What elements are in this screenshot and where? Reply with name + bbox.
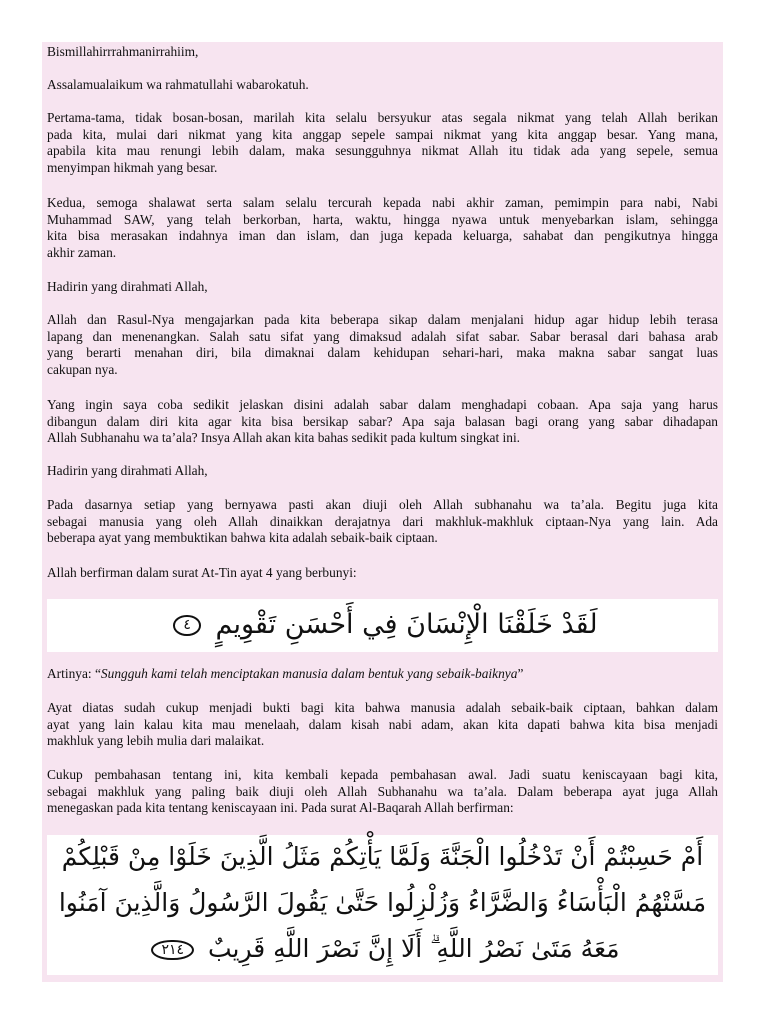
arabic-verse-line: مَسَّتْهُمُ الْبَأْسَاءُ وَالضَّرَّاءُ وَزُلْزِلُوا حَتَّىٰ يَقُولَ الرَّسُولُ وَالَّذِينَ آمَنُوا <box>58 888 707 917</box>
text-line: dibangun dalam diri kita agar kita bisa bersikap sabar? Apa saja balasan bagi orang yang sabar dihadapan <box>47 413 718 429</box>
translation-label: Artinya: “ <box>47 666 101 681</box>
hadirin-greeting: Hadirin yang dirahmati Allah, <box>47 279 208 294</box>
text-line: Allah dan Rasul-Nya mengajarkan pada kita beberapa sikap dalam menjalani hidup agar hidup lebih terasa <box>47 312 718 327</box>
paragraph-gratitude <box>47 110 718 176</box>
arabic-verse-line: أَمْ حَسِبْتُمْ أَنْ تَدْخُلُوا الْجَنَّةَ وَلَمَّا يَأْتِكُمْ مَثَلُ الَّذِينَ خَلَوْا مِنْ قَبْلِكُمْ <box>61 842 704 871</box>
paragraph-ujian <box>47 497 718 547</box>
quran-verse-at-tin <box>47 599 718 652</box>
text-line: pada kita, mulai dari nikmat yang kita anggap sepele sampai nikmat yang kita anggap besar. Yang mana, <box>47 126 718 142</box>
text-line: menegaskan pada kita tentang keniscayaan ini. Pada surat Al-Baqarah Allah berfirman: <box>47 800 514 815</box>
paragraph-shalawat <box>47 195 718 261</box>
hadirin-greeting: Hadirin yang dirahmati Allah, <box>47 463 208 478</box>
text-line: Ayat diatas sudah cukup menjadi bukti bagi kita bahwa manusia adalah sebaik-baik ciptaan, bahkan dalam <box>47 700 718 715</box>
paragraph-sabar <box>47 312 718 378</box>
ayah-number-marker: ٤ <box>173 615 201 636</box>
text-line: menyimpan hikmah yang besar. <box>47 159 218 175</box>
ayah-number-marker: ٢١٤ <box>151 940 194 961</box>
paragraph-keniscayaan <box>47 767 718 817</box>
text-line: makhluk yang lebih mulia dari malaikat. <box>47 733 265 748</box>
text-line: sebagai makhluk yang paling baik diuji oleh Allah Subhanahu wa ta’ala. Dalam beberapa ayat juga Allah <box>47 783 718 799</box>
translation-text: Sungguh kami telah menciptakan manusia dalam bentuk yang sebaik-baiknya <box>100 666 518 681</box>
text-line: apabila kita mau renungi lebih dalam, maka sesungguhnya nikmat Allah itu tidak ada yang sepele, semua <box>47 143 718 158</box>
arabic-text: مَعَهُ مَتَىٰ نَصْرُ اللَّهِ ۗ أَلَا إِنَّ نَصْرَ اللَّهِ قَرِيبٌ <box>207 934 620 963</box>
opening-greeting: Bismillahirrrahmanirrahiim, <box>47 44 199 59</box>
text-line: akhir zaman. <box>47 244 117 260</box>
text-line: cakupan nya. <box>47 361 118 377</box>
arabic-verse-line <box>47 929 718 969</box>
text-line: lapang dan menenangkan. Salah satu sifat yang dimaksud adalah sifat sabar. Sabar berasal dari bahasa arab <box>47 328 718 344</box>
text-line: ayat yang lain kalau kita mau menelaah, dalam kisah nabi adam, akan kita dapati bahwa kita bisa menjadi <box>47 716 718 732</box>
text-line: Muhammad SAW, yang telah berkorban, harta, waktu, hingga nyawa untuk menyebarkan islam, sehingga <box>47 211 718 227</box>
verse-translation <box>47 666 718 683</box>
quran-verse-al-baqarah <box>47 835 718 975</box>
text-line: Pada dasarnya setiap yang bernyawa pasti akan diuji oleh Allah subhanahu wa ta’ala. Begitu juga kita <box>47 497 718 512</box>
text-line: Cukup pembahasan tentang ini, kita kembali kepada pembahasan awal. Jadi suatu keniscayaan bagi kita, <box>47 767 718 782</box>
arabic-text: لَقَدْ خَلَقْنَا الْإِنْسَانَ فِي أَحْسَنِ تَقْوِيمٍ <box>215 609 598 640</box>
paragraph-cobaan <box>47 397 718 447</box>
text-line: beberapa ayat yang membuktikan bahwa kita adalah sebaik-baik ciptaan. <box>47 530 438 545</box>
document-page <box>42 42 723 982</box>
salam-greeting: Assalamualaikum wa rahmatullahi wabarokatuh. <box>47 77 309 92</box>
text-line: Pertama-tama, tidak bosan-bosan, marilah kita selalu bersyukur atas segala nikmat yang telah Allah berikan <box>47 110 718 125</box>
arabic-verse-line <box>47 607 718 643</box>
text-line: Yang ingin saya coba sedikit jelaskan disini adalah sabar dalam menghadapi cobaan. Apa saja yang harus <box>47 397 718 412</box>
translation-close-quote: ” <box>517 666 524 681</box>
paragraph-ciptaan <box>47 700 718 750</box>
text-line: Allah Subhanahu wa ta’ala? Insya Allah akan kita bahas sedikit pada kultum singkat ini. <box>47 430 521 445</box>
intro-surah-at-tin: Allah berfirman dalam surat At-Tin ayat 4 yang berbunyi: <box>47 565 357 580</box>
text-line: sebagai manusia yang oleh Allah dinaikkan derajatnya dari makhluk-makhluk ciptaan-Nya yang lain. Ada <box>47 513 718 529</box>
text-line: Kedua, semoga shalawat serta salam selalu tercurah kepada nabi akhir zaman, pemimpin para nabi, Nabi <box>47 195 718 210</box>
text-line: kita bisa merasakan indahnya iman dan islam, dan juga kepada keluarga, sahabat dan pengikutnya hingga <box>47 228 718 243</box>
text-line: yang berarti menahan diri, bila dimaknai dalam kehidupan sehari-hari, maka makna sabar sangat luas <box>47 345 718 360</box>
